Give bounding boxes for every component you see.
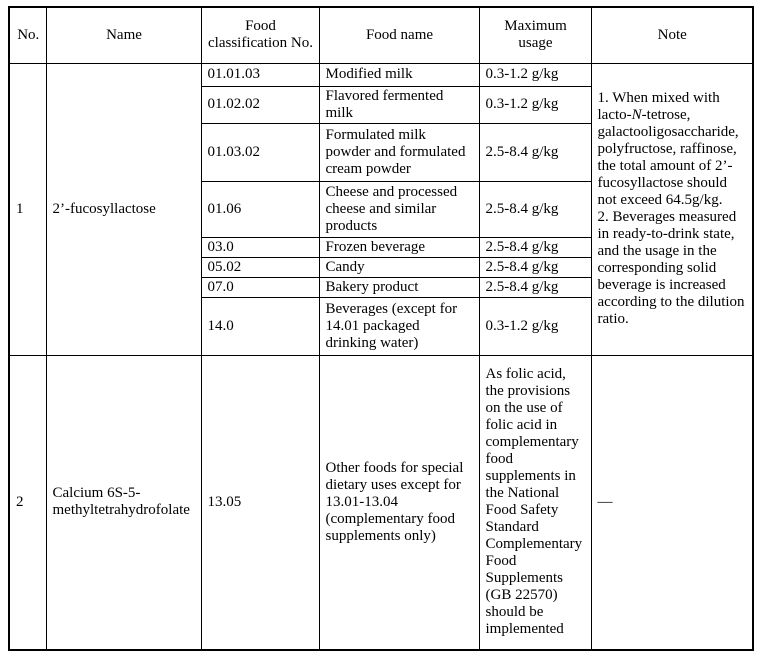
header-row	[9, 7, 753, 63]
cell-food-name: Frozen beverage	[319, 237, 479, 257]
usage-table	[8, 6, 754, 651]
cell-max-usage: 0.3-1.2 g/kg	[479, 63, 591, 86]
cell-food-name: Flavored fermented milk	[319, 86, 479, 123]
header-food-name: Food name	[319, 7, 479, 63]
row2-food-name: Other foods for special dietary uses except for 13.01-13.04 (complementary food supplements only)	[319, 355, 479, 650]
cell-max-usage: 2.5-8.4 g/kg	[479, 237, 591, 257]
cell-class-no: 01.01.03	[201, 63, 319, 86]
cell-food-name: Candy	[319, 257, 479, 277]
cell-food-name: Formulated milk powder and formulated cream powder	[319, 123, 479, 181]
cell-food-name: Bakery product	[319, 277, 479, 297]
row1-note	[591, 63, 753, 355]
row2-max-usage: As folic acid, the provisions on the use of folic acid in complementary food supplements in the National Food Safety Standard Complementary Food Supplements (GB 22570) should be implemented	[479, 355, 591, 650]
note-item-1: 1. When mixed with lacto-N-tetrose, galactooligosaccharide, polyfructose, raffinose, the total amount of 2’-fucosyllactose should not exceed 64.5g/kg.	[597, 90, 739, 208]
row1-name: 2’-fucosyllactose	[46, 63, 201, 355]
header-note: Note	[591, 7, 753, 63]
cell-class-no: 07.0	[201, 277, 319, 297]
row1-no: 1	[9, 63, 46, 355]
cell-max-usage: 2.5-8.4 g/kg	[479, 123, 591, 181]
header-name: Name	[46, 7, 201, 63]
cell-class-no: 03.0	[201, 237, 319, 257]
row2-note: —	[591, 355, 753, 650]
cell-food-name: Beverages (except for 14.01 packaged drinking water)	[319, 297, 479, 355]
cell-class-no: 01.02.02	[201, 86, 319, 123]
table-row	[9, 63, 753, 86]
header-max-usage: Maximum usage	[479, 7, 591, 63]
row2-class-no: 13.05	[201, 355, 319, 650]
note-item-2: 2. Beverages measured in ready-to-drink state, and the usage in the corresponding solid beverage is increased according to the dilution ratio.	[597, 209, 745, 327]
cell-max-usage: 2.5-8.4 g/kg	[479, 257, 591, 277]
table-row	[9, 355, 753, 650]
row2-no: 2	[9, 355, 46, 650]
cell-class-no: 05.02	[201, 257, 319, 277]
cell-class-no: 14.0	[201, 297, 319, 355]
header-no: No.	[9, 7, 46, 63]
cell-max-usage: 2.5-8.4 g/kg	[479, 181, 591, 237]
header-class-no: Food classification No.	[201, 7, 319, 63]
row2-name: Calcium 6S-5-methyltetrahydrofolate	[46, 355, 201, 650]
cell-max-usage: 0.3-1.2 g/kg	[479, 86, 591, 123]
cell-max-usage: 2.5-8.4 g/kg	[479, 277, 591, 297]
cell-food-name: Modified milk	[319, 63, 479, 86]
cell-food-name: Cheese and processed cheese and similar products	[319, 181, 479, 237]
cell-class-no: 01.03.02	[201, 123, 319, 181]
cell-max-usage: 0.3-1.2 g/kg	[479, 297, 591, 355]
italic-n: N	[631, 107, 642, 123]
cell-class-no: 01.06	[201, 181, 319, 237]
